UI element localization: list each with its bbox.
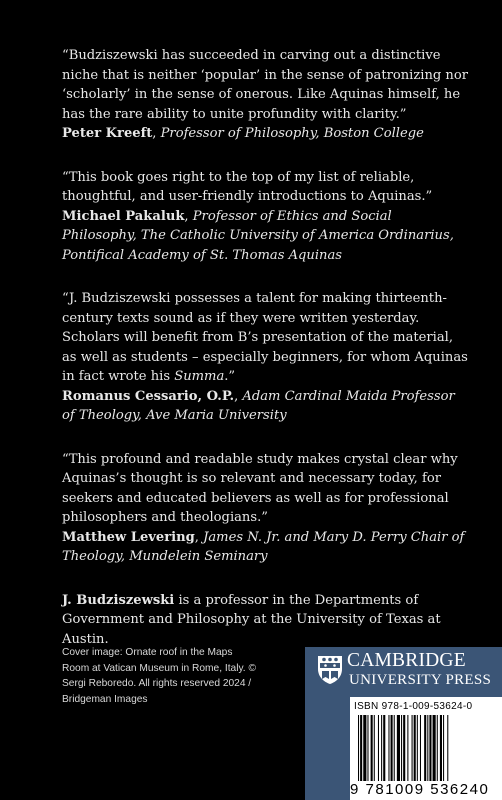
author-bio-text: is a professor in the Departments of Government and Philosophy at the University of Texas at Austin. <box>62 592 441 647</box>
quote-emphasis: Summa <box>174 369 225 384</box>
barcode-bar <box>403 715 405 781</box>
barcode-bar <box>440 715 442 781</box>
barcode-bar <box>391 715 393 781</box>
endorsement-quote: “This book goes right to the top of my list of reliable, thoughtful, and user-friendly introductions to Aquinas.” <box>62 169 433 204</box>
endorsement-quote: “Budziszewski has succeeded in carving out a distinctive niche that is neither ‘popular’ in the sense of patronizing nor ‘scholarly’ in the sense of onerous. Like Aquinas himself, he has the rare ability to unite profundity with clarity.” <box>62 48 469 122</box>
barcode-bar <box>371 715 373 781</box>
back-cover-text <box>62 46 470 649</box>
quote-text-end: .” <box>224 369 236 384</box>
endorser-name: Michael Pakaluk <box>62 208 185 224</box>
barcode-bar <box>388 715 389 781</box>
endorsement-1 <box>62 46 470 144</box>
barcode-bar <box>447 715 448 781</box>
barcode-bar <box>443 715 444 781</box>
barcode-bar <box>424 715 426 781</box>
barcode-bar <box>394 715 395 781</box>
endorser-title: Professor of Ethics and Social Philosophy, The Catholic University of America Ordinarius, Pontifical Academy of St. Thomas Aquinas <box>62 208 454 263</box>
endorsement-quote: “This profound and readable study makes crystal clear why Aquinas’s thought is so relevant and necessary today, for seekers and educated believers as well as for professional philosophers and theologians.” <box>62 451 458 525</box>
quote-text: “J. Budziszewski possesses a talent for making thirteenth-century texts sound as if they were written yesterday. Scholars will benefit from B’s presentation of the material, as well as students – especially beginners, for whom Aquinas in fact wrote his <box>62 291 468 384</box>
endorser-title: Professor of Philosophy, Boston College <box>160 126 424 141</box>
barcode-bar <box>407 715 408 781</box>
barcode-bar <box>437 715 438 781</box>
barcode-bar <box>360 715 362 781</box>
endorsement-3 <box>62 289 470 426</box>
endorsement-4 <box>62 450 470 567</box>
barcode-bar <box>381 715 382 781</box>
endorser-name: Romanus Cessario, O.P. <box>62 388 235 404</box>
barcode-bar <box>420 715 421 781</box>
publisher-block <box>305 647 502 800</box>
barcode-bar <box>383 715 385 781</box>
barcode-bar <box>367 715 368 781</box>
barcode-panel <box>350 697 502 800</box>
barcode-bar <box>412 715 413 781</box>
author-name: J. Budziszewski <box>62 592 175 608</box>
barcode-bars <box>358 715 494 781</box>
endorsement-attribution: Michael Pakaluk, Professor of Ethics and Social Philosophy, The Catholic University of America Ordinarius, Pontifical Academy of St. Thomas Aquinas <box>62 208 454 263</box>
barcode-bar <box>374 715 375 781</box>
barcode-bar <box>397 715 400 781</box>
barcode-bar <box>427 715 428 781</box>
barcode-bar <box>401 715 402 781</box>
barcode-bar <box>363 715 366 781</box>
barcode-bar <box>433 715 436 781</box>
endorser-name: Matthew Levering <box>62 529 195 545</box>
isbn-label: ISBN 978-1-009-53624-0 <box>354 701 473 712</box>
endorser-title: James N. Jr. and Mary D. Perry Chair of Theology, Mundelein Seminary <box>62 529 465 564</box>
barcode-bar <box>358 715 359 781</box>
endorsement-attribution: Romanus Cessario, O.P., Adam Cardinal Maida Professor of Theology, Ave Maria University <box>62 388 455 423</box>
barcode-number: 9 781009 536240 <box>350 781 490 798</box>
barcode-bar <box>417 715 418 781</box>
endorsement-attribution: Peter Kreeft, Professor of Philosophy, Boston College <box>62 126 424 141</box>
endorsement-2 <box>62 168 470 266</box>
endorser-title: Adam Cardinal Maida Professor of Theology, Ave Maria University <box>62 388 455 423</box>
author-bio <box>62 591 470 650</box>
barcode-bar <box>378 715 379 781</box>
endorsement-attribution: Matthew Levering, James N. Jr. and Mary D. Perry Chair of Theology, Mundelein Seminary <box>62 529 465 564</box>
cambridge-shield-icon <box>317 655 343 685</box>
endorser-name: Peter Kreeft <box>62 126 153 141</box>
publisher-name: CAMBRIDGE <box>347 650 466 671</box>
barcode-bar <box>414 715 416 781</box>
barcode-bar <box>429 715 431 781</box>
cover-image-credit: Cover image: Ornate roof in the Maps Room at Vatican Museum in Rome, Italy. © Sergi Reboredo. All rights reserved 2024 / Bridgeman Images <box>62 647 256 705</box>
publisher-subtitle: UNIVERSITY PRESS <box>349 672 492 688</box>
endorsement-quote <box>62 289 470 387</box>
